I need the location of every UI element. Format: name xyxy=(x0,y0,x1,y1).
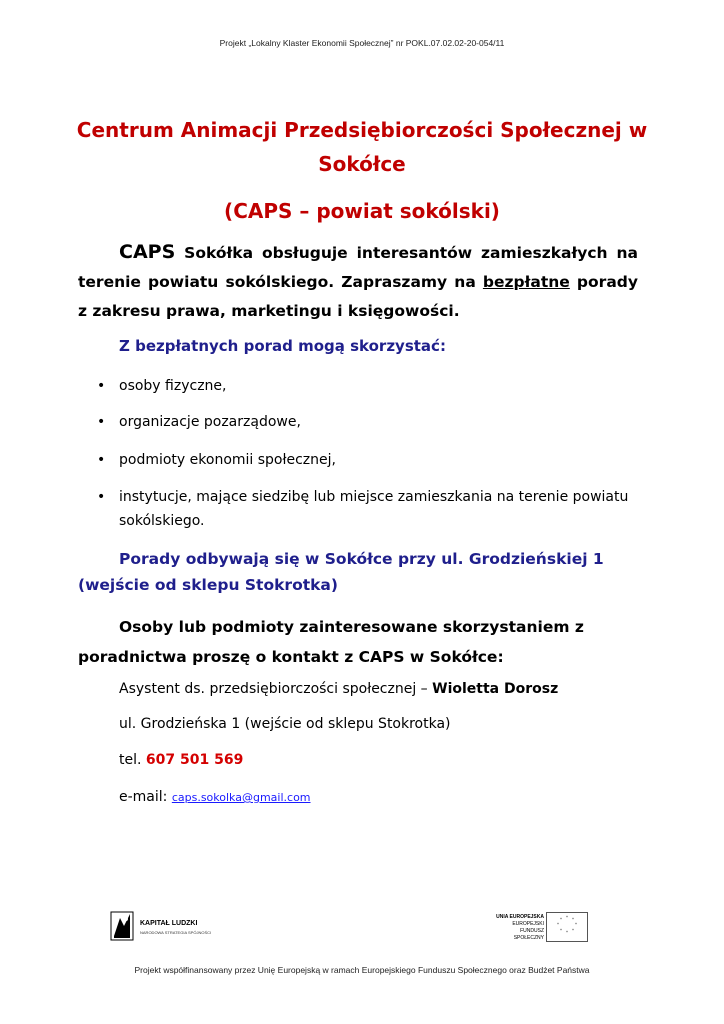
intro-paragraph xyxy=(78,238,638,326)
eligible-heading: Z bezpłatnych porad mogą skorzystać: xyxy=(119,337,446,355)
contact-address: ul. Grodzieńska 1 (wejście od sklepu Stokrotka) xyxy=(119,716,451,732)
intro-caps: CAPS xyxy=(119,241,176,263)
venue-info xyxy=(78,546,638,598)
contact-heading-line-1: Osoby lub podmioty zainteresowane skorzystaniem z xyxy=(119,618,584,636)
kl-title: KAPITAŁ LUDZKI xyxy=(140,920,198,927)
page-subtitle: (CAPS – powiat sokólski) xyxy=(224,199,500,223)
contact-heading-line-2: poradnictwa proszę o kontakt z CAPS w Sokółce: xyxy=(78,648,504,666)
email-link[interactable]: caps.sokolka@gmail.com xyxy=(171,791,311,804)
contact-heading xyxy=(78,612,638,672)
bullet-icon: • xyxy=(97,414,106,430)
intro-underlined: bezpłatne xyxy=(482,273,570,291)
venue-line-2: (wejście od sklepu Stokrotka) xyxy=(78,576,338,594)
svg-text:*: * xyxy=(557,922,559,927)
page-title xyxy=(60,113,664,181)
kapital-ludzki-logo xyxy=(110,910,230,942)
intro-text-a: Sokółka obsługuje interesantów zamieszkałych na terenie powiatu sokólskiego. Zapraszamy na xyxy=(78,244,638,291)
bullet-icon: • xyxy=(97,452,106,468)
bullet-icon: • xyxy=(97,489,106,505)
svg-text:*: * xyxy=(566,930,568,935)
svg-text:*: * xyxy=(575,922,577,927)
svg-text:*: * xyxy=(566,915,568,920)
header-note: Projekt „Lokalny Klaster Ekonomii Społecznej” nr POKL.07.02.02-20-054/11 xyxy=(219,38,505,48)
contact-phone: tel. 607 501 569 xyxy=(119,752,244,768)
kl-subtitle: NARODOWA STRATEGIA SPÓJNOŚCI xyxy=(140,930,212,935)
contact-email: e-mail: caps.sokolka@gmail.com xyxy=(119,789,311,805)
bullet-icon: • xyxy=(97,378,106,394)
footer-note: Projekt współfinansowany przez Unię Europejską w ramach Europejskiego Funduszu Społecznego oraz Budżet Państwa xyxy=(134,965,590,975)
eu-logo xyxy=(490,910,590,942)
svg-text:*: * xyxy=(560,917,562,922)
svg-text:*: * xyxy=(560,928,562,933)
assistant-name: Wioletta Dorosz xyxy=(432,681,559,697)
venue-line-1: Porady odbywają się w Sokółce przy ul. Grodzieńskiej 1 xyxy=(119,550,604,568)
svg-text:*: * xyxy=(572,928,574,933)
svg-text:*: * xyxy=(572,917,574,922)
kapital-ludzki-icon xyxy=(110,910,136,942)
eu-flag-icon xyxy=(546,912,588,942)
eu-text: UNIA EUROPEJSKA EUROPEJSKI FUNDUSZ SPOŁECZNY xyxy=(496,914,544,941)
contact-assistant: Asystent ds. przedsiębiorczości społecznej – Wioletta Dorosz xyxy=(119,681,559,697)
phone-number[interactable]: 607 501 569 xyxy=(145,752,244,768)
title-line-1: Centrum Animacji Przedsiębiorczości Społecznej w xyxy=(76,118,648,142)
title-line-2: Sokółce xyxy=(318,152,406,176)
intro-text-b: porady z zakresu prawa, marketingu i księgowości. xyxy=(78,273,638,320)
